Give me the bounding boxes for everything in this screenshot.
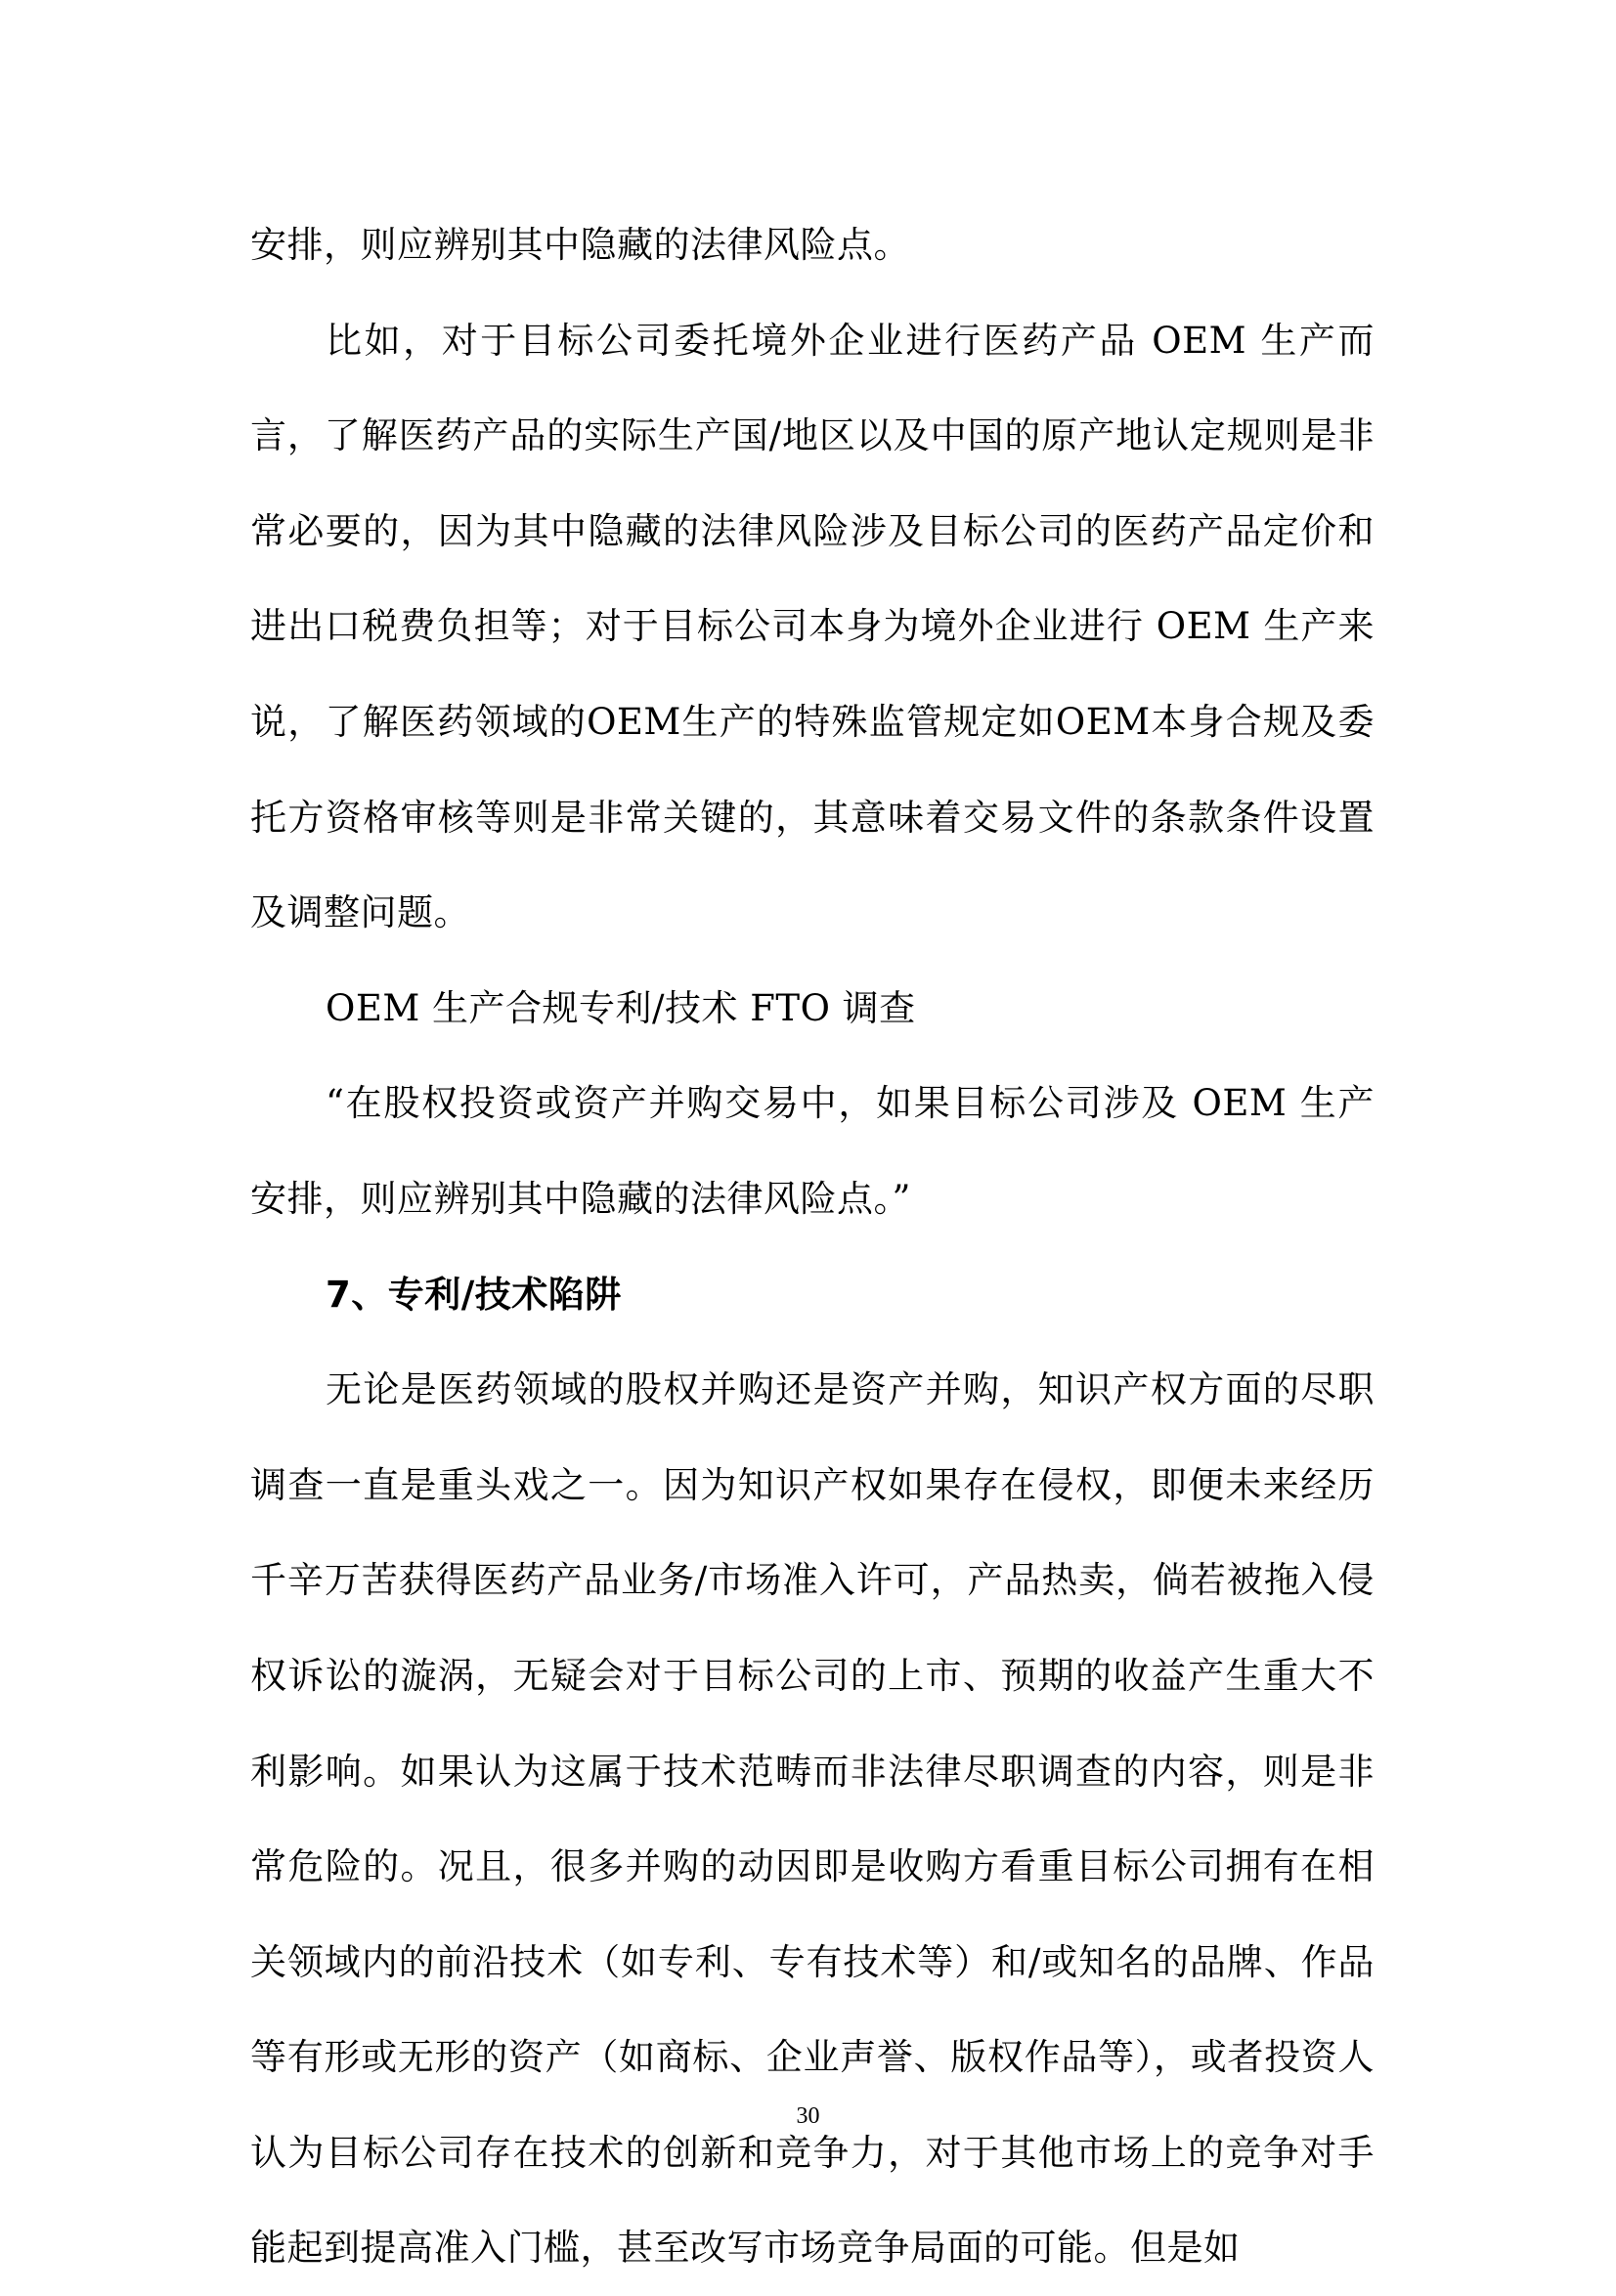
- paragraph-patent-trap: 无论是医药领域的股权并购还是资产并购，知识产权方面的尽职调查一直是重头戏之一。因为知识产权如果存在侵权，即便未来经历千辛万苦获得医药产品业务/市场准入许可，产品热卖，倘若被拖入侵权诉讼的漩涡，无疑会对于目标公司的上市、预期的收益产生重大不利影响。如果认为这属于技术范畴而非法律尽职调查的内容，则是非常危险的。况且，很多并购的动因即是收购方看重目标公司拥有在相关领域内的前沿技术（如专利、专有技术等）和/或知名的品牌、作品等有形或无形的资产（如商标、企业声誉、版权作品等），或者投资人认为目标公司存在技术的创新和竞争力，对于其他市场上的竞争对手能起到提高准入门槛，甚至改写市场竞争局面的可能。但是如: [250, 1368, 1375, 2270]
- paragraph-quote: “在股权投资或资产并购交易中，如果目标公司涉及 OEM 生产安排，则应辨别其中隐藏的法律风险点。”: [250, 1082, 1375, 1220]
- paragraph-continuation: 安排，则应辨别其中隐藏的法律风险点。: [250, 224, 910, 266]
- page-number: 30: [796, 2103, 820, 2129]
- paragraph-oem-example: 比如，对于目标公司委托境外企业进行医药产品 OEM 生产而言，了解医药产品的实际生产国/地区以及中国的原产地认定规则是非常必要的，因为其中隐藏的法律风险涉及目标公司的医药产品定价和进出口税费负担等；对于目标公司本身为境外企业进行 OEM 生产来说，了解医药领域的OEM生产的特殊监管规定如OEM本身合规及委托方资格审核等则是非常关键的，其意味着交易文件的条款条件设置及调整问题。: [250, 319, 1375, 934]
- paragraph-oem-caption: OEM 生产合规专利/技术 FTO 调查: [326, 986, 916, 1029]
- section-heading: 7、专利/技术陷阱: [326, 1273, 622, 1316]
- document-body: [250, 197, 1375, 2296]
